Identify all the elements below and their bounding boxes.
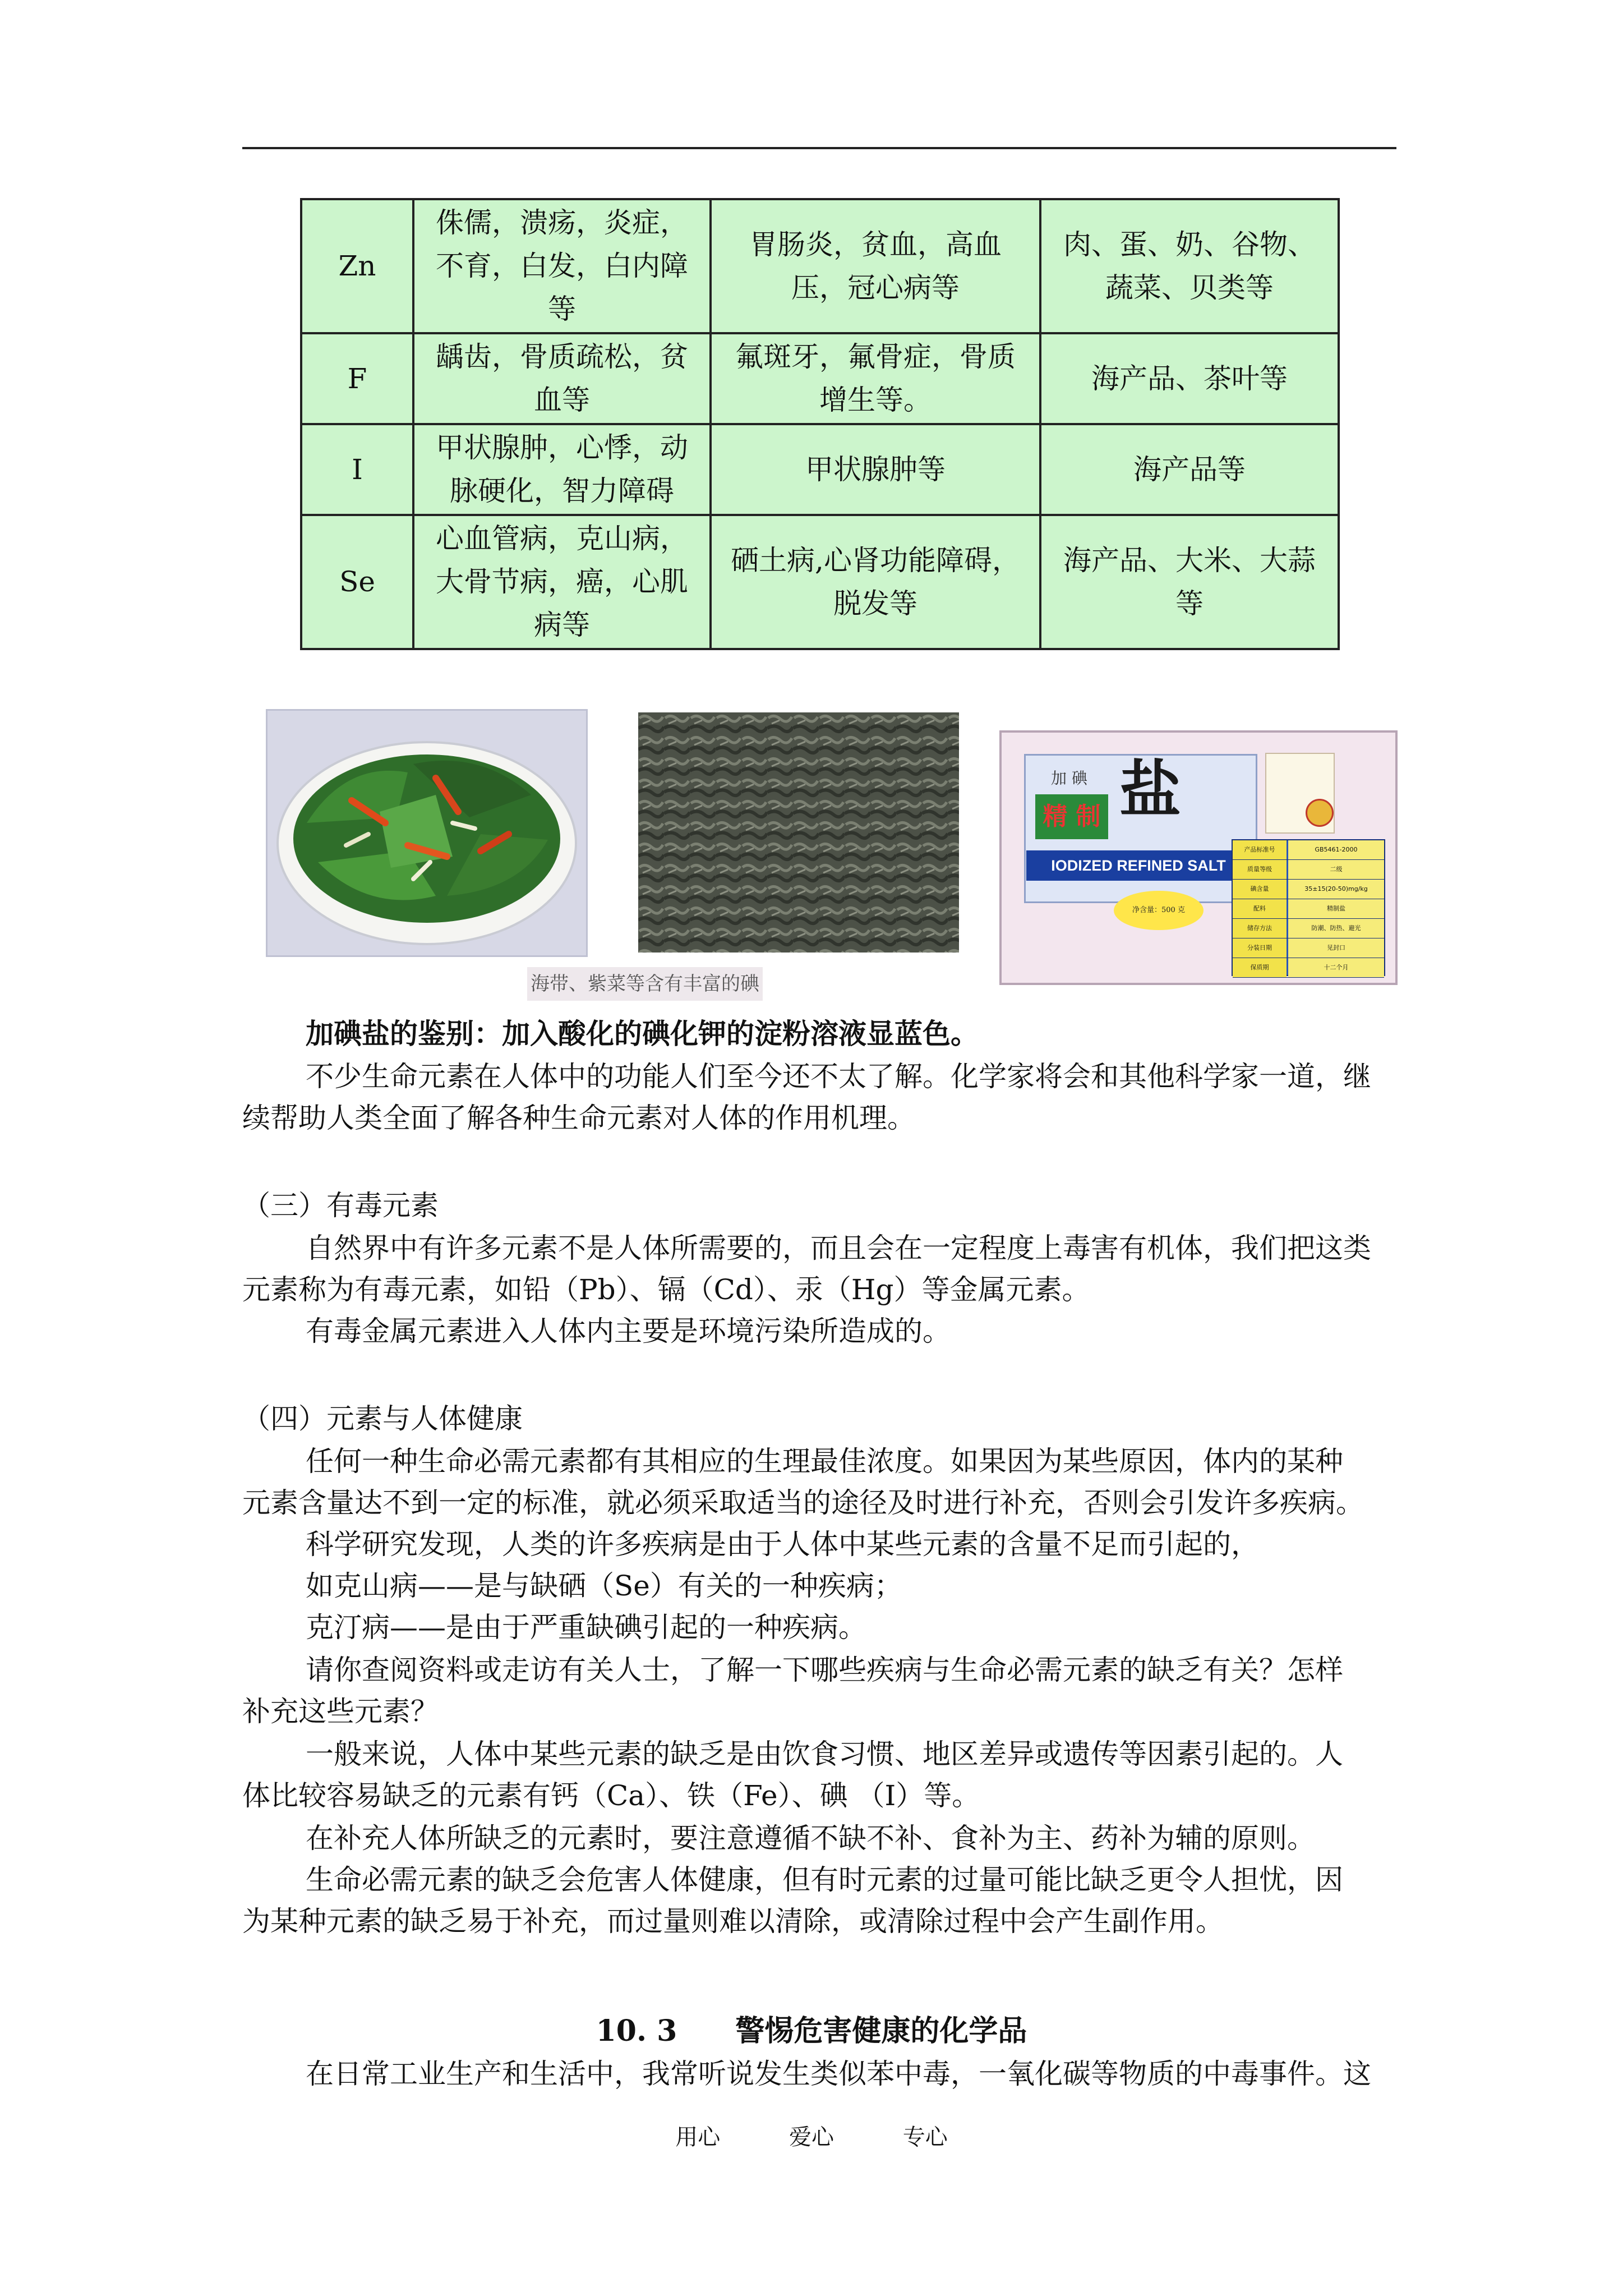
paragraph-line: 在补充人体所缺乏的元素时，要注意遵循不缺不补、食补为主、药补为辅的原则。	[306, 1822, 1315, 1855]
salt-info-value: 35±15(20-50)mg/kg	[1288, 880, 1384, 899]
salt-info-table	[1232, 839, 1385, 976]
deficiency-cell: 龋齿，骨质疏松，贫血等	[413, 333, 711, 424]
table-row	[301, 333, 1339, 424]
paragraph-line: 元素称为有毒元素，如铅（Pb）、镉（Cd）、汞（Hg）等金属元素。	[242, 1273, 1090, 1306]
figure-caption: 海带、紫菜等含有丰富的碘	[527, 967, 763, 1001]
excess-cell: 氟斑牙，氟骨症，骨质增生等。	[711, 333, 1040, 424]
section-heading-toxic: （三）有毒元素	[242, 1189, 439, 1222]
kelp-dish-photo	[266, 709, 588, 957]
salt-info-value: 见封口	[1288, 938, 1384, 958]
salt-info-value: 二级	[1288, 860, 1384, 879]
paragraph-line: 任何一种生命必需元素都有其相应的生理最佳浓度。如果因为某些原因，体内的某种	[306, 1445, 1343, 1478]
paragraph-line: 生命必需元素的缺乏会危害人体健康，但有时元素的过量可能比缺乏更令人担忧，因	[306, 1864, 1343, 1896]
salt-info-value: 防潮、防热、避光	[1288, 919, 1384, 938]
dried-seaweed-photo	[638, 712, 959, 953]
paragraph-line: 在日常工业生产和生活中，我常听说发生类似苯中毒，一氧化碳等物质的中毒事件。这	[306, 2058, 1371, 2090]
excess-cell: 胃肠炎，贫血，高血压，冠心病等	[711, 199, 1040, 333]
element-symbol: F	[301, 333, 413, 424]
paragraph-line: 续帮助人类全面了解各种生命元素对人体的作用机理。	[242, 1102, 915, 1134]
element-symbol: Se	[301, 515, 413, 649]
paragraph-line: 不少生命元素在人体中的功能人们至今还不太了解。化学家将会和其他科学家一道，继	[306, 1060, 1371, 1093]
salt-info-key: 储存方法	[1233, 919, 1287, 938]
salt-info-key: 保质期	[1233, 958, 1287, 977]
paragraph-line: 自然界中有许多元素不是人体所需要的，而且会在一定程度上毒害有机体，我们把这类	[306, 1232, 1371, 1264]
salt-info-value: 十二个月	[1288, 958, 1384, 977]
source-cell: 海产品、茶叶等	[1040, 333, 1339, 424]
iodized-small-text: 加 碘	[1051, 769, 1087, 788]
section-heading-health: （四）元素与人体健康	[242, 1402, 523, 1435]
footer-word: 专心	[902, 2124, 948, 2150]
paragraph-line: 克汀病——是由于严重缺碘引起的一种疾病。	[306, 1611, 866, 1644]
source-cell: 海产品等	[1040, 424, 1339, 515]
salt-info-row	[1233, 840, 1384, 860]
header-rule	[242, 147, 1396, 149]
footer-word: 爱心	[789, 2124, 834, 2150]
paragraph-line: 元素含量达不到一定的标准，就必须采取适当的途径及时进行补充，否则会引发许多疾病。	[242, 1487, 1364, 1519]
paragraph-line: 有毒金属元素进入人体内主要是环境污染所造成的。	[306, 1315, 951, 1347]
deficiency-cell: 侏儒，溃疡，炎症，不育，白发，白内障等	[413, 199, 711, 333]
salt-big-char: 盐	[1119, 753, 1181, 826]
iodized-salt-identification: 加碘盐的鉴别：加入酸化的碘化钾的淀粉溶液显蓝色。	[306, 1017, 979, 1050]
salt-info-row	[1233, 860, 1384, 880]
paragraph-line: 体比较容易缺乏的元素有钙（Ca）、铁（Fe）、碘 （I）等。	[242, 1779, 980, 1812]
source-cell: 肉、蛋、奶、谷物、蔬菜、贝类等	[1040, 199, 1339, 333]
salt-info-row	[1233, 880, 1384, 899]
salt-english-name: IODIZED REFINED SALT	[1026, 850, 1251, 881]
salt-info-value: 精制盐	[1288, 899, 1384, 918]
paragraph-line: 补充这些元素？	[242, 1695, 439, 1728]
table-row	[301, 515, 1339, 649]
excess-cell: 甲状腺肿等	[711, 424, 1040, 515]
salt-info-key: 产品标准号	[1233, 840, 1287, 859]
salt-info-row	[1233, 919, 1384, 938]
table-row	[301, 199, 1339, 333]
paragraph-line: 科学研究发现，人类的许多疾病是由于人体中某些元素的含量不足而引起的，	[306, 1528, 1259, 1561]
salt-info-row	[1233, 958, 1384, 978]
iodized-salt-package	[999, 730, 1398, 985]
paragraph-line: 如克山病——是与缺硒（Se）有关的一种疾病；	[306, 1570, 902, 1602]
salt-info-key: 质量等级	[1233, 860, 1287, 879]
element-symbol: I	[301, 424, 413, 515]
salt-info-value: GB5461-2000	[1288, 840, 1384, 859]
certificate-scroll-icon	[1265, 753, 1335, 834]
table-row	[301, 424, 1339, 515]
refined-red-chars: 精 制	[1035, 794, 1108, 839]
salt-info-row	[1233, 899, 1384, 919]
element-table	[300, 198, 1340, 650]
deficiency-cell: 心血管病，克山病，大骨节病，癌，心肌病等	[413, 515, 711, 649]
section-title: 10. 3 警惕危害健康的化学品	[596, 2014, 1027, 2048]
source-cell: 海产品、大米、大蒜等	[1040, 515, 1339, 649]
page-footer	[0, 2120, 1623, 2154]
excess-cell: 硒土病,心肾功能障碍，脱发等	[711, 515, 1040, 649]
salt-info-key: 碘含量	[1233, 880, 1287, 899]
net-weight-badge: 净含量：500 克	[1114, 891, 1204, 930]
seal-icon	[1306, 799, 1334, 827]
paragraph-line: 请你查阅资料或走访有关人士，了解一下哪些疾病与生命必需元素的缺乏有关？怎样	[306, 1654, 1343, 1686]
salt-info-key: 配料	[1233, 899, 1287, 918]
paragraph-line: 一般来说，人体中某些元素的缺乏是由饮食习惯、地区差异或遗传等因素引起的。人	[306, 1738, 1343, 1770]
paragraph-line: 为某种元素的缺乏易于补充，而过量则难以清除，或清除过程中会产生副作用。	[242, 1905, 1224, 1938]
deficiency-cell: 甲状腺肿，心悸，动脉硬化，智力障碍	[413, 424, 711, 515]
salt-info-key: 分装日期	[1233, 938, 1287, 958]
salt-info-row	[1233, 938, 1384, 958]
footer-word: 用心	[675, 2124, 721, 2150]
element-symbol: Zn	[301, 199, 413, 333]
